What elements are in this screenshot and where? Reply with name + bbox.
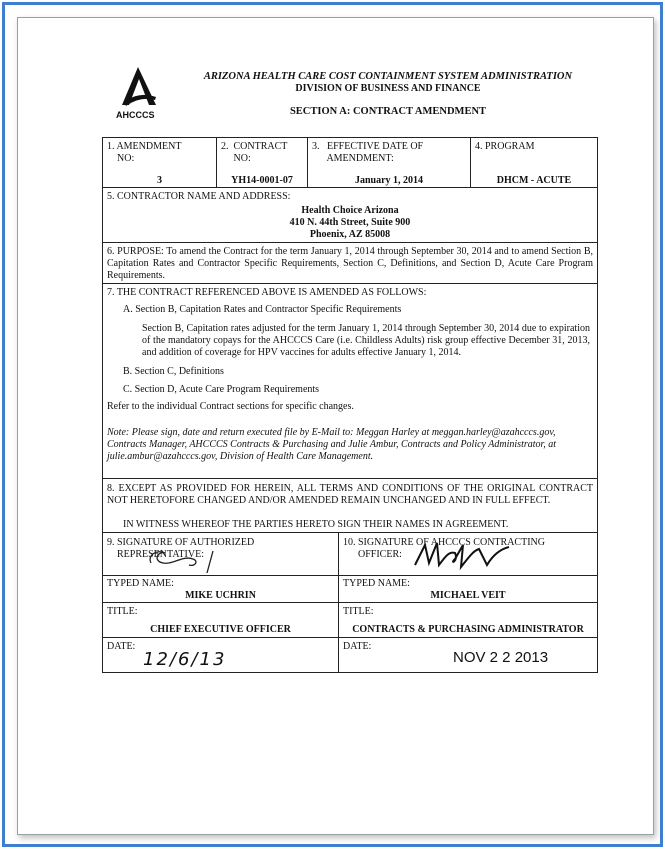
right-date-label: DATE:	[343, 641, 372, 652]
amendment-label: 1. AMENDMENT NO:	[107, 141, 182, 164]
right-signature-icon	[409, 539, 519, 575]
except-cell	[102, 478, 598, 533]
purpose-cell	[102, 242, 598, 284]
left-typed-name: MIKE UCHRIN	[185, 590, 256, 601]
item-a-detail: Section B, Capitation rates adjusted for the term January 1, 2014 through September 30, 2014 due to expiration of the mandatory copays for the AHCCCS Care (i.e. Childless Adults) risk group effective December 31, 2013, and addition of coverage for HPV vaccines for adults effective January 1, 2014.	[142, 323, 590, 358]
item-c: C. Section D, Acute Care Program Requirements	[123, 384, 320, 395]
amendment-value: 3	[157, 175, 162, 186]
right-typed-name: MICHAEL VEIT	[430, 590, 506, 601]
amended-cell	[102, 283, 598, 479]
left-signature-cell	[102, 532, 339, 576]
contract-value: YH14-0001-07	[231, 175, 293, 186]
item-a: A. Section B, Capitation Rates and Contractor Specific Requirements	[123, 304, 402, 315]
division-name: DIVISION OF BUSINESS AND FINANCE	[295, 83, 481, 94]
document-page	[17, 17, 654, 835]
contract-label: 2. CONTRACT NO:	[221, 141, 288, 164]
except-text: 8. EXCEPT AS PROVIDED FOR HEREIN, ALL TERMS AND CONDITIONS OF THE ORIGINAL CONTRACT NOT HERETOFORE CHANGED AND/OR AMENDED REMAIN UNCHANGED AND IN FULL EFFECT.	[107, 483, 593, 506]
contractor-street: 410 N. 44th Street, Suite 900	[289, 217, 411, 228]
left-date: 12/6/13	[143, 649, 227, 670]
right-title-label: TITLE:	[343, 606, 374, 617]
right-signature-label: 10. SIGNATURE OF AHCCCS CONTRACTING OFFICER:	[343, 537, 545, 560]
logo-text: AHCCCS	[116, 110, 155, 120]
right-title-cell	[338, 602, 598, 638]
contract-number-cell	[216, 137, 308, 188]
refer-text: Refer to the individual Contract sections for specific changes.	[107, 401, 354, 412]
ahcccs-logo-icon	[114, 65, 164, 113]
right-signature-cell	[338, 532, 598, 576]
section-title: SECTION A: CONTRACT AMENDMENT	[289, 106, 487, 117]
left-typed-name-label: TYPED NAME:	[107, 578, 174, 589]
right-typed-name-label: TYPED NAME:	[343, 578, 410, 589]
amendment-number-cell	[102, 137, 217, 188]
item-b: B. Section C, Definitions	[123, 366, 224, 377]
left-title-label: TITLE:	[107, 606, 138, 617]
contractor-cell	[102, 187, 598, 243]
left-title: CHIEF EXECUTIVE OFFICER	[150, 624, 291, 635]
effective-value: January 1, 2014	[354, 175, 424, 186]
right-date-cell	[338, 637, 598, 673]
left-typed-name-cell	[102, 575, 339, 603]
contractor-name: Health Choice Arizona	[301, 205, 399, 216]
contractor-city: Phoenix, AZ 85008	[309, 229, 391, 240]
note-text: Note: Please sign, date and return executed file by E-Mail to: Meggan Harley at meggan.harley@azahcccs.gov, Contracts Manager, AHCCCS Contracts & Purchasing and Julie Ambur, Contracts and Policy Administrator, at julie.ambur@azahcccs.gov, Division of Health Care Management.	[107, 427, 557, 462]
right-typed-name-cell	[338, 575, 598, 603]
amended-heading: 7. THE CONTRACT REFERENCED ABOVE IS AMENDED AS FOLLOWS:	[107, 287, 427, 298]
left-date-label: DATE:	[107, 641, 136, 652]
purpose-text: 6. PURPOSE: To amend the Contract for the term January 1, 2014 through September 30, 2014 and to amend Section B, Capitation Rates and Contractor Specific Requirements, Section C, Definitions, and Section D, Acute Care Program Requirements.	[107, 246, 593, 281]
left-signature-icon	[143, 541, 233, 575]
effective-label: 3. EFFECTIVE DATE OF AMENDMENT:	[312, 141, 424, 164]
agency-name: ARIZONA HEALTH CARE COST CONTAINMENT SYSTEM ADMINISTRATION	[203, 71, 573, 82]
right-date: NOV 2 2 2013	[453, 649, 549, 666]
outer-frame	[2, 2, 663, 847]
left-date-cell	[102, 637, 339, 673]
program-value: DHCM - ACUTE	[496, 175, 572, 186]
witness-text: IN WITNESS WHEREOF THE PARTIES HERETO SIGN THEIR NAMES IN AGREEMENT.	[123, 519, 509, 530]
program-label: 4. PROGRAM	[475, 141, 535, 152]
left-signature-label: 9. SIGNATURE OF AUTHORIZED REPRESENTATIVE:	[107, 537, 255, 560]
left-title-cell	[102, 602, 339, 638]
contractor-label: 5. CONTRACTOR NAME AND ADDRESS:	[107, 191, 291, 202]
program-cell	[470, 137, 598, 188]
effective-date-cell	[307, 137, 471, 188]
right-title: CONTRACTS & PURCHASING ADMINISTRATOR	[352, 624, 584, 635]
